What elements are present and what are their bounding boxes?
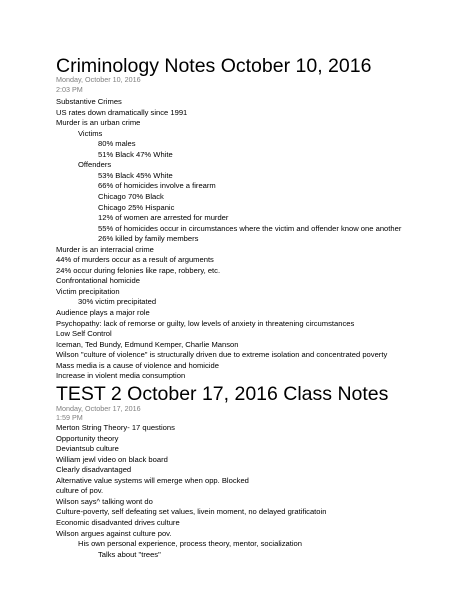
section-title: TEST 2 October 17, 2016 Class Notes — [56, 383, 389, 405]
section-title: Criminology Notes October 10, 2016 — [56, 55, 372, 77]
note-line: Culture-poverty, self defeating set values, livein moment, no delayed gratificatoin — [56, 507, 327, 517]
note-line: 80% males — [98, 139, 136, 149]
note-line: Merton String Theory- 17 questions — [56, 423, 175, 432]
note-line: 51% Black 47% White — [98, 149, 173, 159]
note-line: 24% occur during felonies like rape, robbery, etc. — [56, 265, 221, 275]
section-date: Monday, October 10, 2016 — [56, 75, 141, 84]
note-line: Alternative value systems will emerge when opp. Blocked — [56, 475, 249, 485]
note-line: Murder is an interracial crime — [56, 244, 154, 254]
section-time: 1:59 PM — [56, 413, 83, 422]
note-line: Iceman, Ted Bundy, Edmund Kemper, Charlie Manson — [56, 339, 239, 349]
note-line: Talks about "trees" — [98, 549, 161, 559]
note-line: Murder is an urban crime — [56, 118, 141, 128]
note-line: US rates down dramatically since 1991 — [56, 107, 188, 117]
note-line: Chicago 70% Black — [98, 191, 164, 201]
note-line: 30% victim precipitated — [78, 297, 157, 307]
note-line: Wilson "culture of violence" is structurally driven due to extreme isolation and concentrated poverty — [56, 350, 388, 360]
note-line: Substantive Crimes — [56, 97, 122, 106]
note-line: His own personal experience, process theory, mentor, socialization — [78, 539, 302, 549]
note-line: 53% Black 45% White — [98, 170, 173, 180]
note-line: Deviantsub culture — [56, 444, 119, 454]
note-line: Wilson says^ talking wont do — [56, 496, 153, 506]
section-time: 2:03 PM — [56, 85, 83, 94]
note-line: Clearly disadvantaged — [56, 465, 132, 475]
section-date: Monday, October 17, 2016 — [56, 404, 141, 413]
note-line: Opportunity theory — [56, 433, 119, 443]
note-line: Low Self Control — [56, 329, 112, 339]
note-line: 26% killed by family members — [98, 234, 199, 244]
note-line: Chicago 25% Hispanic — [98, 202, 175, 212]
note-line: 66% of homicides involve a firearm — [98, 181, 216, 191]
note-line: Audience plays a major role — [56, 308, 150, 317]
note-line: Offenders — [78, 160, 112, 170]
note-line: 55% of homicides occur in circumstances where the victim and offender know one another — [98, 223, 402, 233]
note-line: Increase in violent media consumption — [56, 371, 186, 381]
note-line: William jewl video on black board — [56, 454, 168, 464]
note-line: Victim precipitation — [56, 286, 120, 296]
note-line: Confrontational homicide — [56, 276, 141, 286]
note-line: Wilson argues against culture pov. — [56, 528, 172, 538]
note-line: Victims — [78, 128, 103, 138]
note-line: culture of pov. — [56, 486, 104, 496]
note-line: 44% of murders occur as a result of arguments — [56, 255, 214, 265]
note-line: Psychopathy: lack of remorse or guilty, low levels of anxiety in threatening circumstances — [56, 318, 355, 328]
note-line: Economic disadvanted drives culture — [56, 517, 180, 527]
note-line: 12% of women are arrested for murder — [98, 213, 229, 223]
note-line: Mass media is a cause of violence and homicide — [56, 360, 219, 370]
